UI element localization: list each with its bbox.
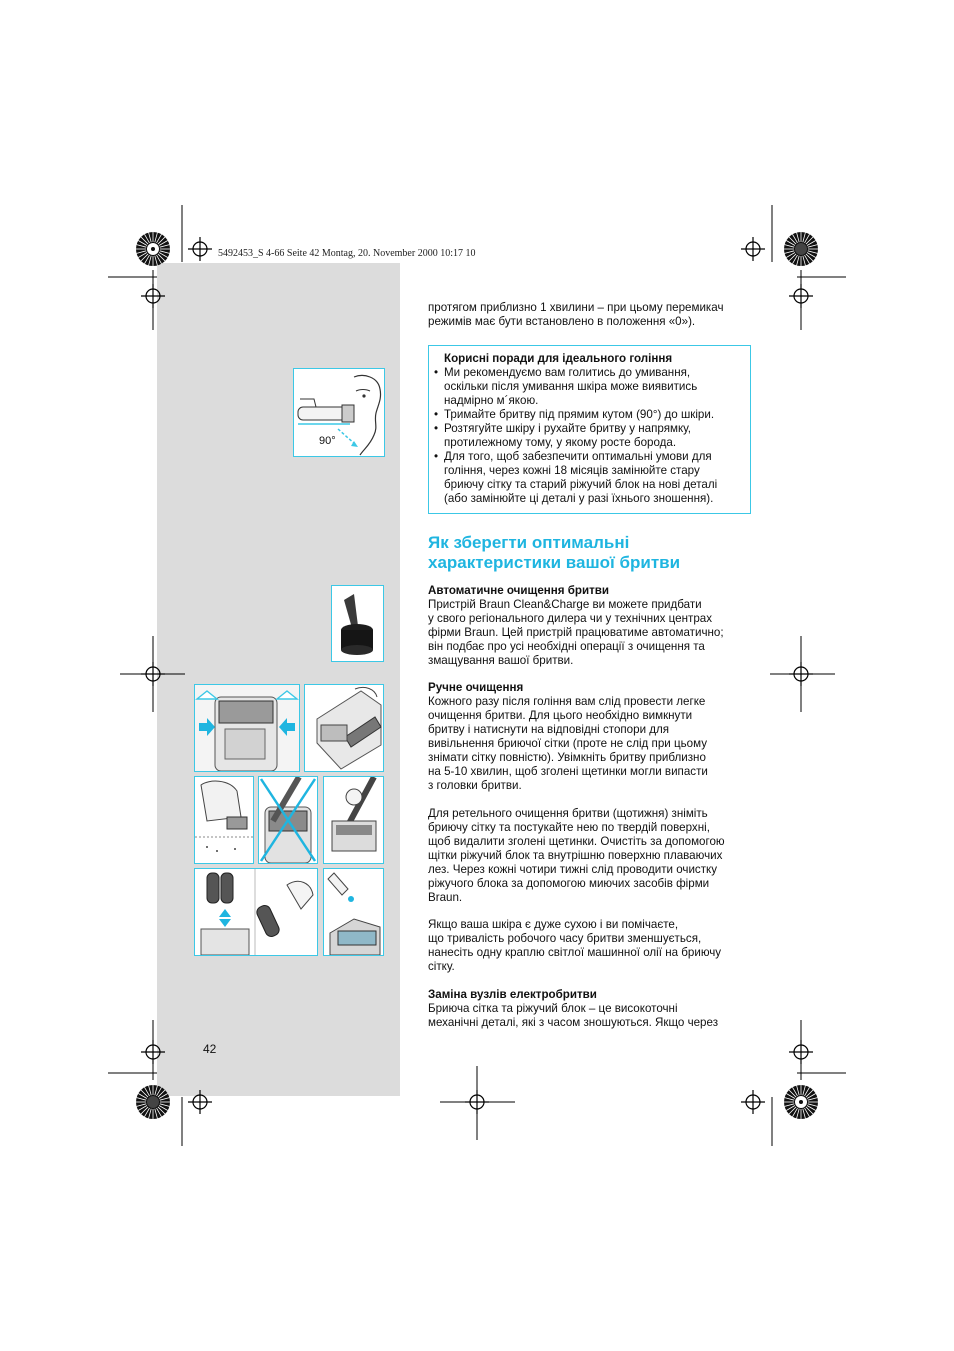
subheading: Ручне очищення	[428, 681, 524, 694]
subheading: Автоматичне очищення бритви	[428, 584, 610, 597]
step-do-not-brush-foil-figure	[258, 776, 318, 864]
step-switch-on-figure	[304, 684, 384, 772]
remove-cutter-illustration	[195, 869, 317, 955]
step-brush-cutter-figure	[323, 776, 384, 864]
text-line: режимів має бути встановлено в положення «0»).	[428, 315, 696, 328]
print-header: 5492453_S 4-66 Seite 42 Montag, 20. November 2000 10:17 10	[218, 248, 476, 259]
step-tap-foil-figure	[194, 776, 254, 864]
bullet-icon: •	[434, 408, 439, 421]
tap-foil-illustration	[195, 777, 253, 863]
replace-parts-section: Заміна вузлів електробритви Бриюча сітка та ріжучий блок – це високоточні механічні деталі, які з часом зношуються. Якщо через	[428, 988, 758, 1030]
clean-charge-figure	[331, 585, 384, 662]
shaver-running-illustration	[305, 685, 383, 771]
tip-item: • Тримайте бритву під прямим кутом (90°) до шкіри.	[434, 408, 715, 421]
step-remove-cutter-figure	[194, 868, 318, 956]
text-line: протягом приблизно 1 хвилини – при цьому перемикач	[428, 301, 724, 314]
page-number: 42	[203, 1042, 217, 1056]
bullet-icon: •	[434, 422, 439, 435]
auto-clean-section: Автоматичне очищення бритви Пристрій Braun Clean&Charge ви можете придбати у свого регіонального дилера чи у технічних центрах фірми Braun. Цей пристрій працюватиме автоматично; він подбає про усі необхідні операції з очищення та змащування вашої бритви.	[428, 584, 758, 668]
intro-paragraph	[428, 301, 758, 329]
clean-charge-station-illustration	[332, 586, 383, 661]
open-foil-illustration	[195, 685, 299, 771]
face-shaver-illustration	[294, 369, 384, 456]
bullet-icon: •	[434, 450, 439, 463]
step-oil-foil-figure	[323, 868, 384, 956]
section-heading: Як зберегти оптимальні характеристики вашої бритви	[428, 533, 681, 572]
bullet-icon: •	[434, 366, 439, 379]
do-not-brush-foil-illustration	[259, 777, 317, 863]
oil-foil-illustration	[324, 869, 383, 955]
tips-title: Корисні поради для ідеального гоління	[444, 352, 673, 365]
tip-item: • Розтягуйте шкіру і рухайте бритву у напрямку, протилежному тому, у якому росте борода.	[434, 422, 691, 449]
subheading: Заміна вузлів електробритви	[428, 988, 597, 1001]
thorough-clean-paragraph: Для ретельного очищення бритви (щотижня) зніміть бриючу сітку та постукайте нею по твердій поверхні, щоб видалити зголені щетинки. Очистіть за допомогою щітки ріжучий блок та внутрішню поверхню плаваючих лез. Через кожні чотири тижні слід проводити очистку ріжучого блока за допомогою миючих засобів фірми Braun.	[428, 807, 725, 904]
brush-cutter-illustration	[324, 777, 383, 863]
tip-item: • Для того, щоб забезпечити оптимальні умови для гоління, через кожні 18 місяців замінюйте стару бриючу сітку та старий ріжучий блок на нові деталі (або замінюйте ці деталі у разі їхнього зношення).	[434, 450, 718, 505]
tips-list	[431, 366, 749, 506]
angle-label: 90°	[319, 435, 336, 447]
manual-clean-section: Ручне очищення Кожного разу після гоління вам слід провести легке очищення бритви. Для цього необхідно вимкнути бритву і натиснути на відповідні стопори для вивільнення бриючої сітки (проте не слід при цьому знімати сітку повністю). Увімкніть бритву приблизно на 5-10 хвилин, щоб зголені щетинки могли випасти з головки бритви.	[428, 681, 758, 793]
step-open-foil-figure	[194, 684, 300, 772]
tip-item: • Ми рекомендуємо вам голитись до умивання, оскільки після умивання шкіра може виявитись надмірно м´якою.	[434, 366, 698, 407]
tips-box	[428, 345, 751, 514]
dry-skin-paragraph: Якщо ваша шкіра є дуже сухою і ви помічаєте, що тривалість робочого часу бритви зменшується, нанесіть одну краплю світлої машинної олії на бриючу сітку.	[428, 918, 722, 973]
shaving-angle-figure	[293, 368, 385, 457]
